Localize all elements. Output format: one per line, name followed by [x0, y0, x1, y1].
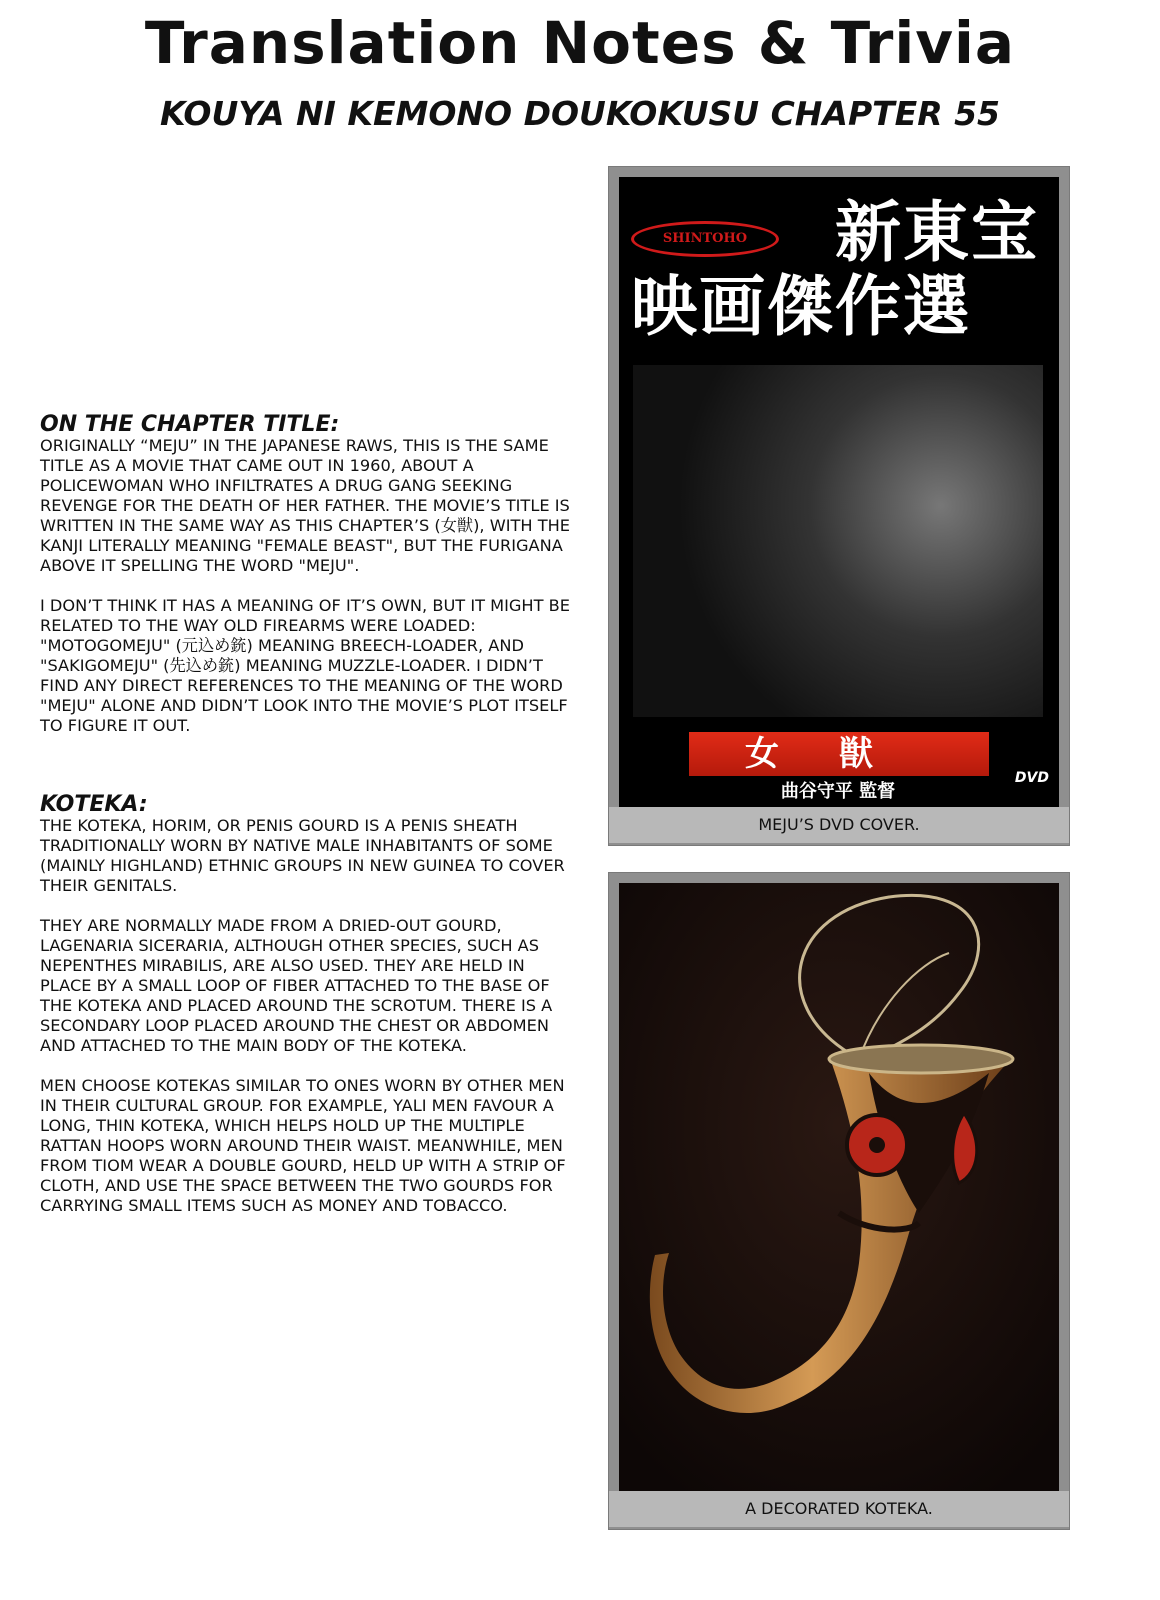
section-paragraph: I DON’T THINK IT HAS A MEANING OF IT’S OWN, BUT IT MIGHT BE RELATED TO THE WAY OLD FIREARMS WERE LOADED: "MOTOGOMEJU" (元込め銃) MEANING BREECH-LOADER, AND "SAKIGOMEJU" (先込め銃) MEANING MUZZLE-LOADER. I DIDN’T FIND ANY DIRECT REFERENCES TO THE MEANING OF THE WORD "MEJU" ALONE AND DIDN’T LOOK INTO THE MOVIE’S PLOT ITSELF TO FIGURE IT OUT. [40, 596, 570, 735]
koteka-photo [619, 883, 1059, 1491]
figure-caption: MEJU’S DVD COVER. [609, 807, 1069, 843]
cover-photo [633, 365, 1043, 717]
koteka-figure [608, 872, 1070, 1530]
dvd-cover-image [619, 177, 1059, 807]
dvd-cover-figure [608, 166, 1070, 846]
section-paragraph: ORIGINALLY “MEJU” IN THE JAPANESE RAWS, THIS IS THE SAME TITLE AS A MOVIE THAT CAME OUT IN 1960, ABOUT A POLICEWOMAN WHO INFILTRATES A DRUG GANG SEEKING REVENGE FOR THE DEATH OF HER FATHER. THE MOVIE’S TITLE IS WRITTEN IN THE SAME WAY AS THIS CHAPTER’S (女獣), WITH THE KANJI LITERALLY MEANING "FEMALE BEAST", BUT THE FURIGANA ABOVE IT SPELLING THE WORD "MEJU". [40, 436, 570, 575]
page-title: Translation Notes & Trivia [144, 9, 1016, 77]
cover-director: 曲谷守平 監督 [780, 781, 896, 802]
section-koteka [40, 794, 580, 1236]
section-paragraph: MEN CHOOSE KOTEKAS SIMILAR TO ONES WORN BY OTHER MEN IN THEIR CULTURAL GROUP. FOR EXAMPLE, YALI MEN FAVOUR A LONG, THIN KOTEKA, WHICH HELPS HOLD UP THE MULTIPLE RATTAN HOOPS WORN AROUND THEIR WAIST. MEANWHILE, MEN FROM TIOM WEAR A DOUBLE GOURD, HELD UP WITH A STRIP OF CLOTH, AND USE THE SPACE BETWEEN THE TWO GOURDS FOR CARRYING SMALL ITEMS SUCH AS MONEY AND TOBACCO. [40, 1076, 566, 1215]
shintoho-logo: SHINTOHO [631, 221, 779, 257]
section-heading: ON THE CHAPTER TITLE: [40, 412, 340, 437]
cover-movie-title: 女獣 [689, 732, 989, 776]
section-chapter-title [40, 414, 580, 756]
section-paragraph: THE KOTEKA, HORIM, OR PENIS GOURD IS A PENIS SHEATH TRADITIONALLY WORN BY NATIVE MALE INHABITANTS OF SOME (MAINLY HIGHLAND) ETHNIC GROUPS IN NEW GUINEA TO COVER THEIR GENITALS. [40, 816, 565, 895]
dvd-logo-icon: DVD [1014, 770, 1049, 786]
cover-title-line2: 映画傑作選 [631, 268, 971, 345]
cover-title-line1: 新東宝 [835, 194, 1039, 271]
figure-caption: A DECORATED KOTEKA. [609, 1491, 1069, 1527]
section-heading: KOTEKA: [40, 792, 148, 817]
koteka-image [619, 883, 1059, 1491]
section-paragraph: THEY ARE NORMALLY MADE FROM A DRIED-OUT GOURD, LAGENARIA SICERARIA, ALTHOUGH OTHER SPECIES, SUCH AS NEPENTHES MIRABILIS, ARE ALSO USED. THEY ARE HELD IN PLACE BY A SMALL LOOP OF FIBER ATTACHED TO THE BASE OF THE KOTEKA AND PLACED AROUND THE SCROTUM. THERE IS A SECONDARY LOOP PLACED AROUND THE CHEST OR ABDOMEN AND ATTACHED TO THE MAIN BODY OF THE KOTEKA. [40, 916, 553, 1055]
page-subtitle: KOUYA NI KEMONO DOUKOKUSU CHAPTER 55 [159, 94, 1001, 133]
